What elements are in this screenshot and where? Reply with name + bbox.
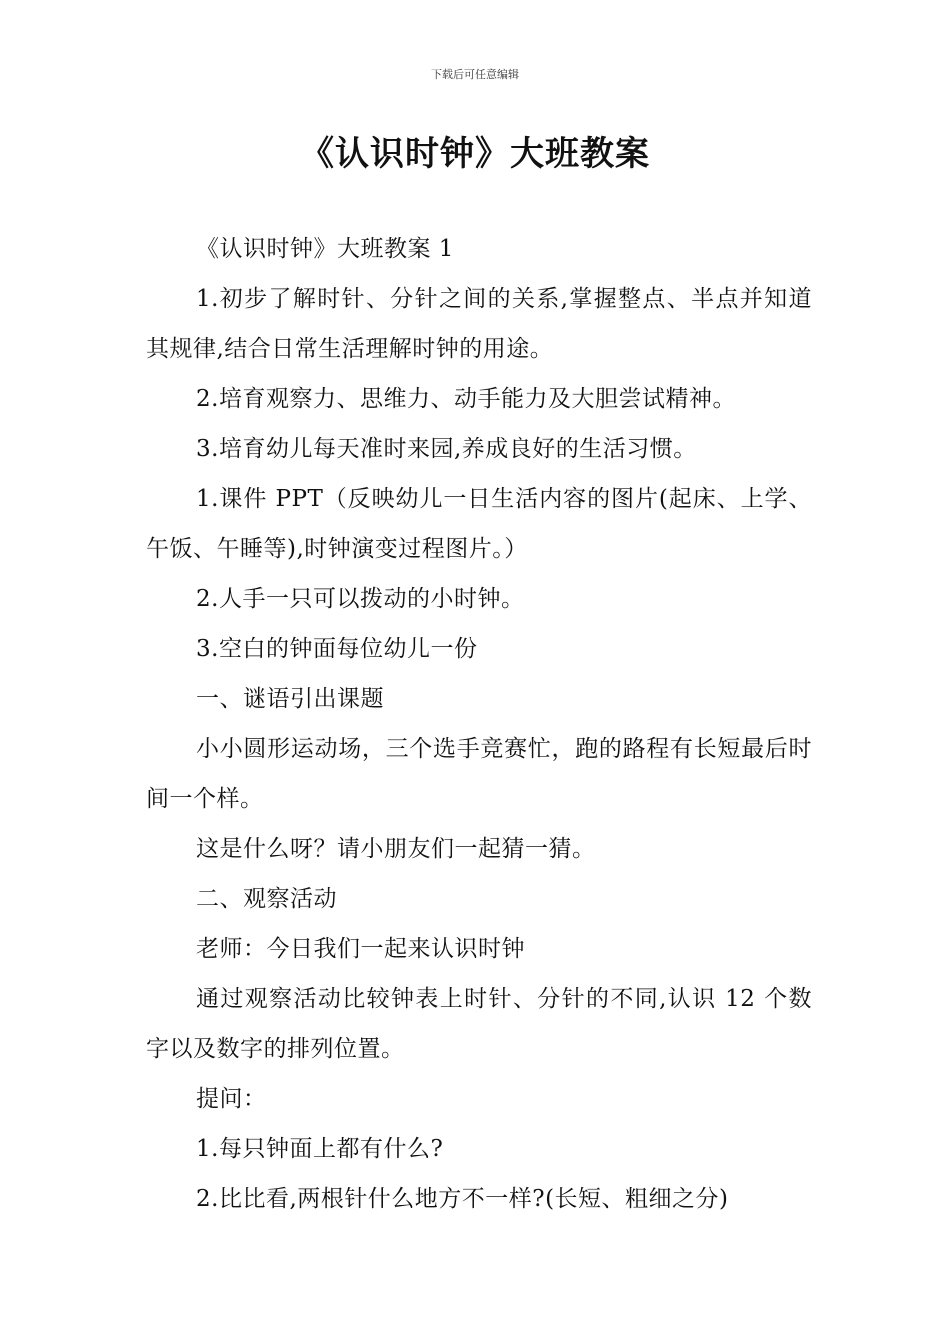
document-body — [146, 224, 812, 1224]
paragraph: 小小圆形运动场，三个选手竞赛忙，跑的路程有长短最后时间一个样。 — [146, 736, 812, 812]
paragraph: 3.培育幼儿每天准时来园,养成良好的生活习惯。 — [196, 436, 697, 462]
paragraph: 提问： — [196, 1086, 267, 1112]
paragraph: 1.课件 PPT（反映幼儿一日生活内容的图片(起床、上学、午饭、午睡等),时钟演变过程图片。） — [146, 486, 812, 562]
header-note: 下载后可任意编辑 — [431, 68, 519, 81]
paragraph: 老师：今日我们一起来认识时钟 — [196, 936, 525, 962]
document-title: 《认识时钟》大班教案 — [300, 134, 650, 174]
paragraph: 通过观察活动比较钟表上时针、分针的不同,认识 12 个数字以及数字的排列位置。 — [146, 986, 812, 1062]
paragraph: 《认识时钟》大班教案 1 — [196, 236, 454, 262]
paragraph: 3.空白的钟面每位幼儿一份 — [196, 636, 478, 662]
paragraph: 2.比比看,两根针什么地方不一样?(长短、粗细之分) — [196, 1186, 729, 1212]
paragraph: 2.培育观察力、思维力、动手能力及大胆尝试精神。 — [196, 386, 736, 412]
paragraph: 1.初步了解时针、分针之间的关系,掌握整点、半点并知道其规律,结合日常生活理解时钟的用途。 — [146, 286, 812, 362]
paragraph: 2.人手一只可以拨动的小时钟。 — [196, 586, 525, 612]
paragraph: 1.每只钟面上都有什么? — [196, 1136, 444, 1162]
section-heading: 一、谜语引出课题 — [196, 686, 384, 712]
paragraph: 这是什么呀？请小朋友们一起猜一猜。 — [196, 836, 596, 862]
section-heading: 二、观察活动 — [196, 886, 337, 912]
